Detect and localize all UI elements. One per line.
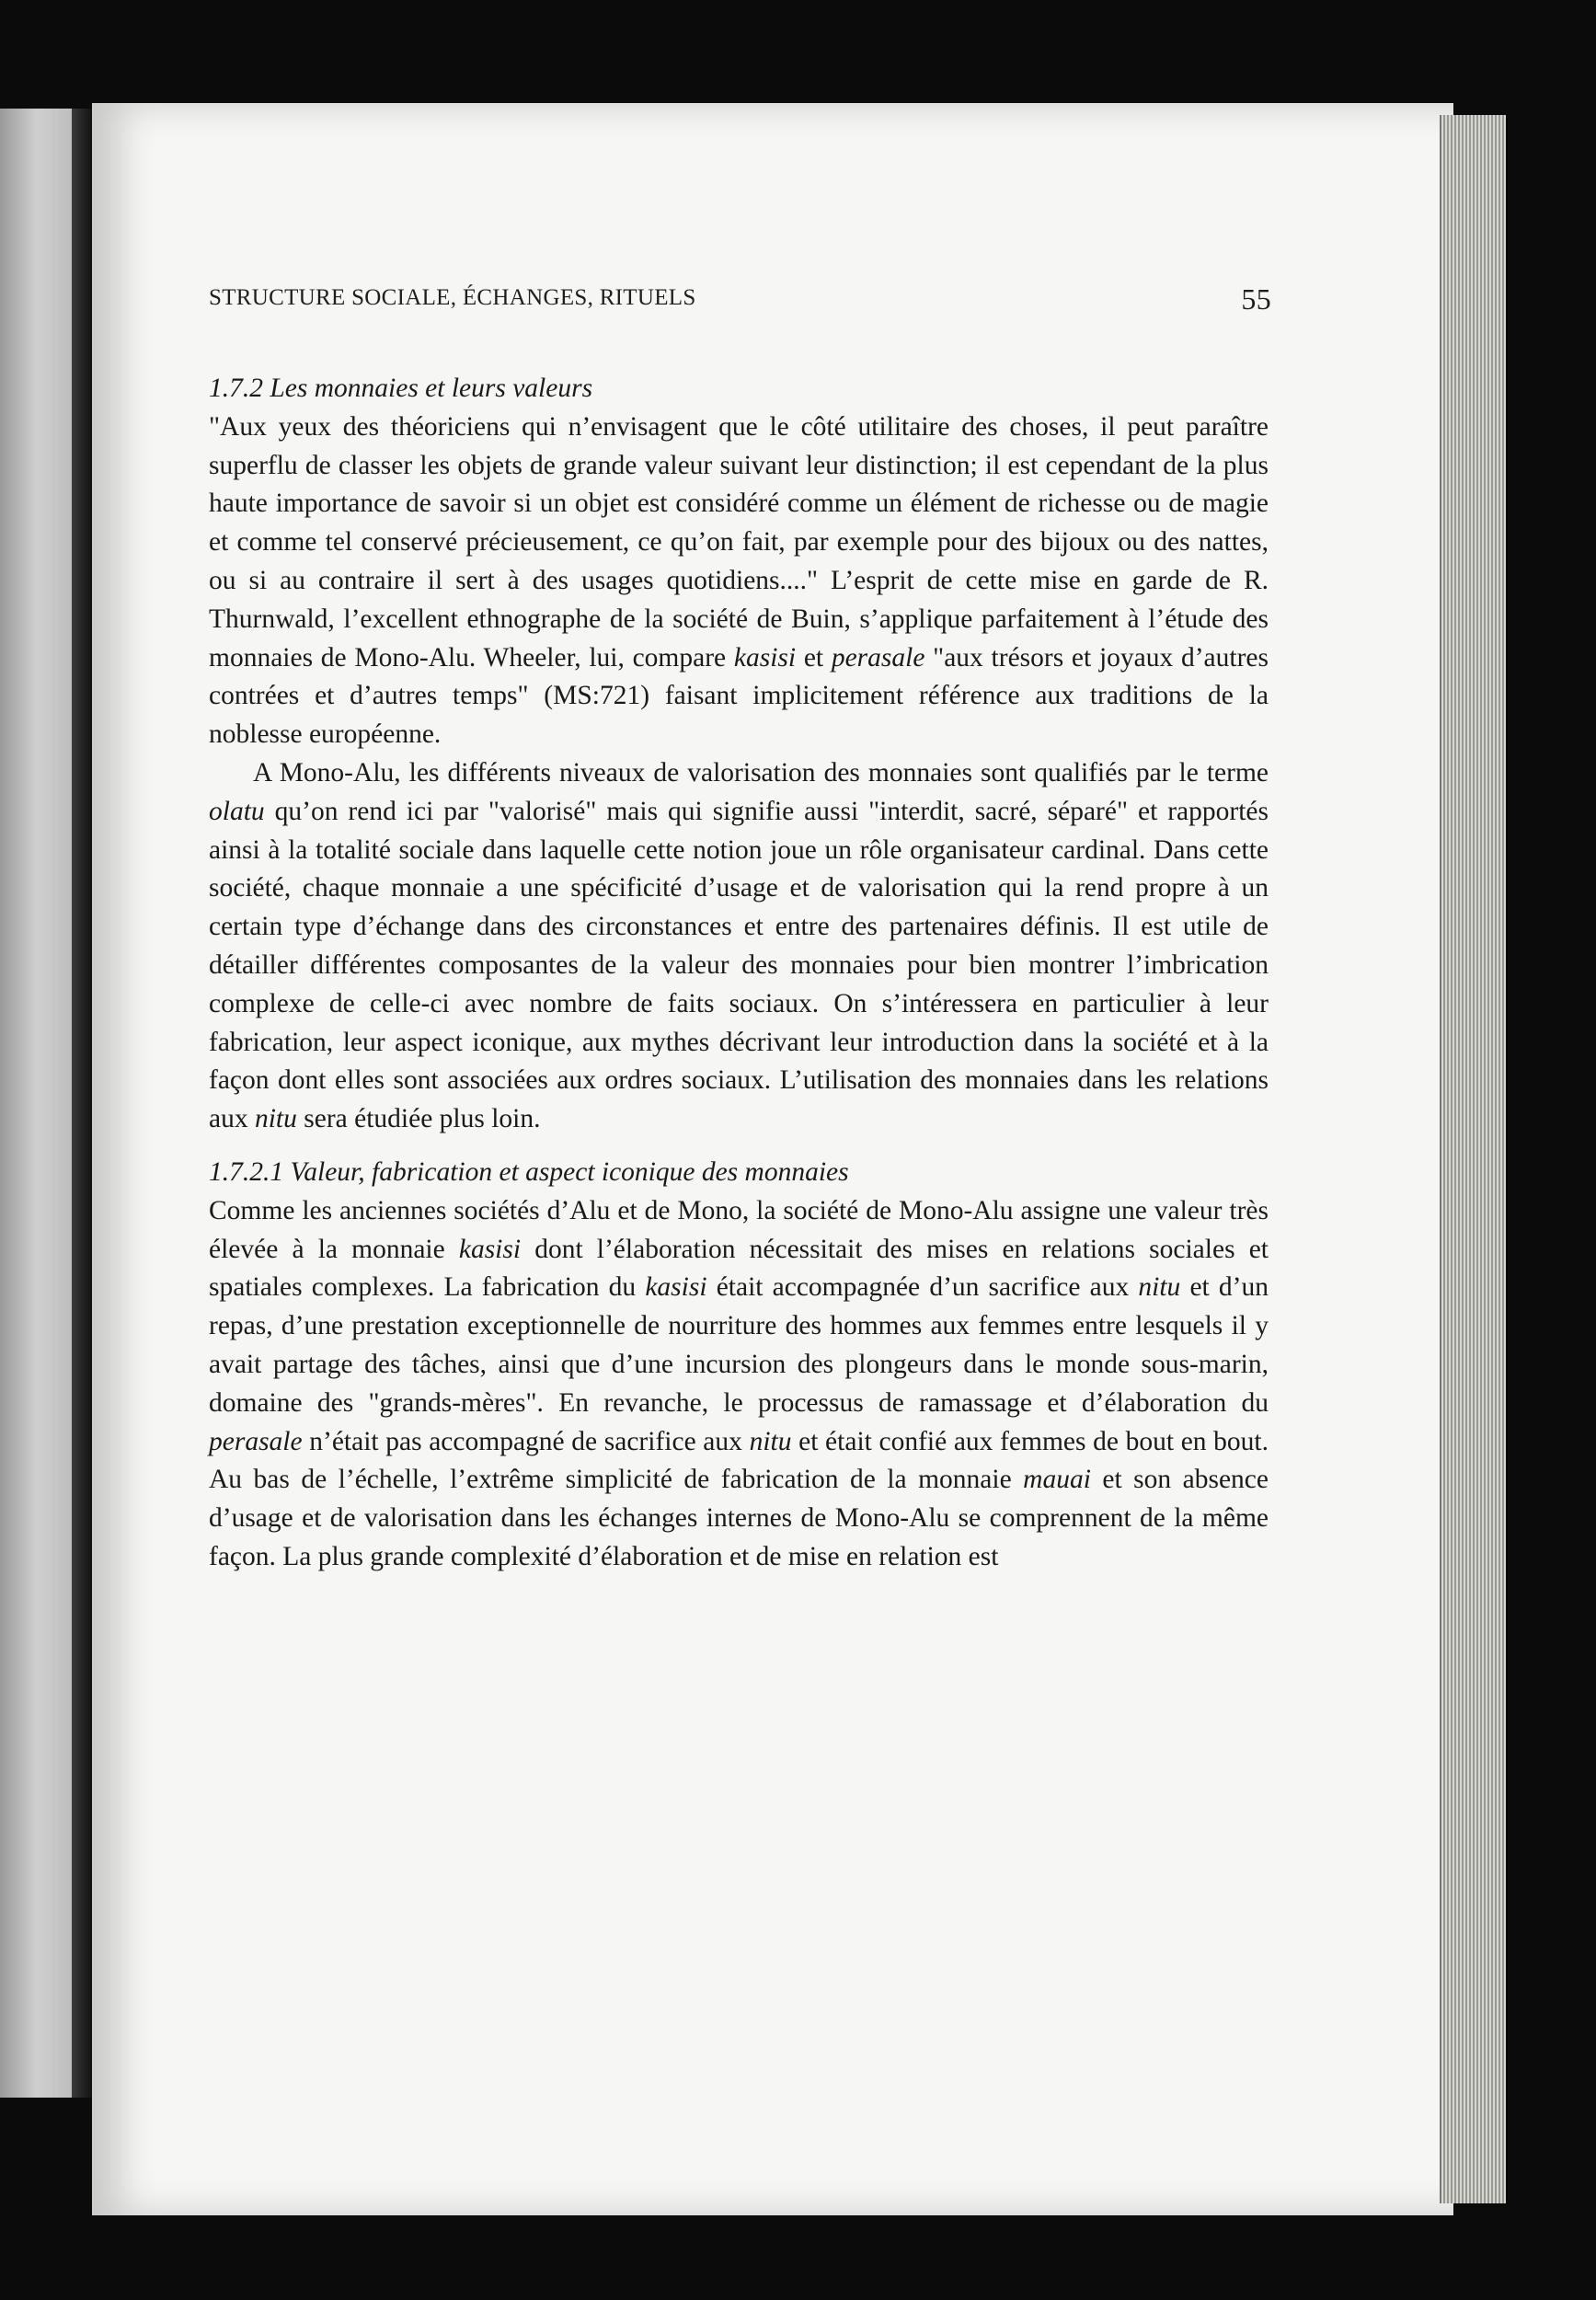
text-run: n’était pas accompagné de sacrifice aux: [302, 1426, 750, 1456]
text-run: dont l’élaboration nécessitait des mises en relations sociales et spatiales complexes. La fabrication du: [209, 1234, 1269, 1303]
page-body: [209, 370, 1269, 1577]
section-heading: 1.7.2 Les monnaies et leurs valeurs: [209, 374, 593, 403]
text-run: qu’on rend ici par "valorisé" mais qui signifie aussi "interdit, sacré, séparé" et rapportés ainsi à la totalité sociale dans laquelle cette notion joue un rôle organisateur cardinal. Dans cette société, chaque monnaie a une spécificité d’usage et de valorisation qui la rend propre à un certain type d’échange dans des circonstances et entre des partenaires définis. Il est utile de détailler différentes composantes de la valeur des monnaies pour bien montrer l’imbrication complexe de celle-ci avec nombre de faits sociaux. On s’intéressera en particulier à leur fabrication, leur aspect iconique, aux mythes décrivant leur introduction dans la société et à la façon dont elles sont associées aux ordres sociaux. L’utilisation des monnaies dans les relations aux: [209, 796, 1269, 1134]
text-run: et son absence d’usage et de valorisation dans les échanges internes de Mono-Alu se comprennent de la même façon. La plus grande complexité d’élaboration et de mise en relation est: [209, 1465, 1269, 1571]
running-head: [209, 282, 1271, 322]
italic-term: kasisi: [733, 642, 797, 673]
italic-term: kasisi: [645, 1272, 707, 1303]
paragraph: [209, 754, 1269, 1139]
italic-term: nitu: [1138, 1272, 1181, 1303]
text-run: "Aux yeux des théoriciens qui n’envisagent que le côté utilitaire des choses, il peut paraître superflu de classer les objets de grande valeur suivant leur distinction; il est cependant de la plus haute importance de savoir si un objet est considéré comme un élément de richesse ou de magie et comme tel conservé précieusement, ce qu’on fait, par exemple pour des bijoux ou des nattes, ou si au contraire il sert à des usages quotidiens...." L’esprit de cette mise en garde de R. Thurnwald, l’excellent ethnographe de la société de Buin, s’applique parfaitement à l’étude des monnaies de Mono-Alu. Wheeler, lui, compare: [209, 411, 1269, 673]
text-run: Comme les anciennes sociétés d’Alu et de Mono, la société de Mono-Alu assigne une valeur très élevée à la monnaie: [209, 1195, 1269, 1264]
italic-term: nitu: [749, 1426, 792, 1456]
italic-term: mauai: [1023, 1465, 1091, 1495]
italic-term: kasisi: [458, 1234, 522, 1264]
running-head-title: STRUCTURE SOCIALE, ÉCHANGES, RITUELS: [209, 285, 696, 310]
italic-term: perasale: [209, 1426, 303, 1456]
page-number: 55: [1241, 282, 1271, 316]
paragraph: [209, 1192, 1269, 1577]
text-run: sera étudiée plus loin.: [296, 1104, 541, 1134]
text-run: et d’un repas, d’une prestation exceptionnelle de nourriture des hommes aux femmes entre lesquels il y avait partage des tâches, ainsi que d’une incursion des plongeurs dans le monde sous-marin, domaine des "grands-mères". En revanche, le processus de ramassage et d’élaboration du: [209, 1272, 1269, 1418]
paragraph: [209, 408, 1269, 754]
text-run: était accompagnée d’un sacrifice aux: [706, 1272, 1139, 1303]
text-run: "aux trésors et joyaux d’autres contrées et d’autres temps" (MS:721) faisant implicitement référence aux traditions de la noblesse européenne.: [209, 642, 1269, 750]
italic-term: perasale: [831, 642, 925, 673]
text-run: et: [796, 642, 832, 673]
text-run: A Mono-Alu, les différents niveaux de valorisation des monnaies sont qualifiés par le terme: [253, 757, 1269, 788]
italic-term: olatu: [209, 796, 265, 826]
subsection-heading: 1.7.2.1 Valeur, fabrication et aspect iconique des monnaies: [209, 1156, 849, 1187]
italic-term: nitu: [254, 1104, 297, 1134]
text-run: et était confié aux femmes de bout en bout. Au bas de l’échelle, l’extrême simplicité de fabrication de la monnaie: [209, 1426, 1269, 1495]
page-stack-edges: [1440, 115, 1506, 2203]
